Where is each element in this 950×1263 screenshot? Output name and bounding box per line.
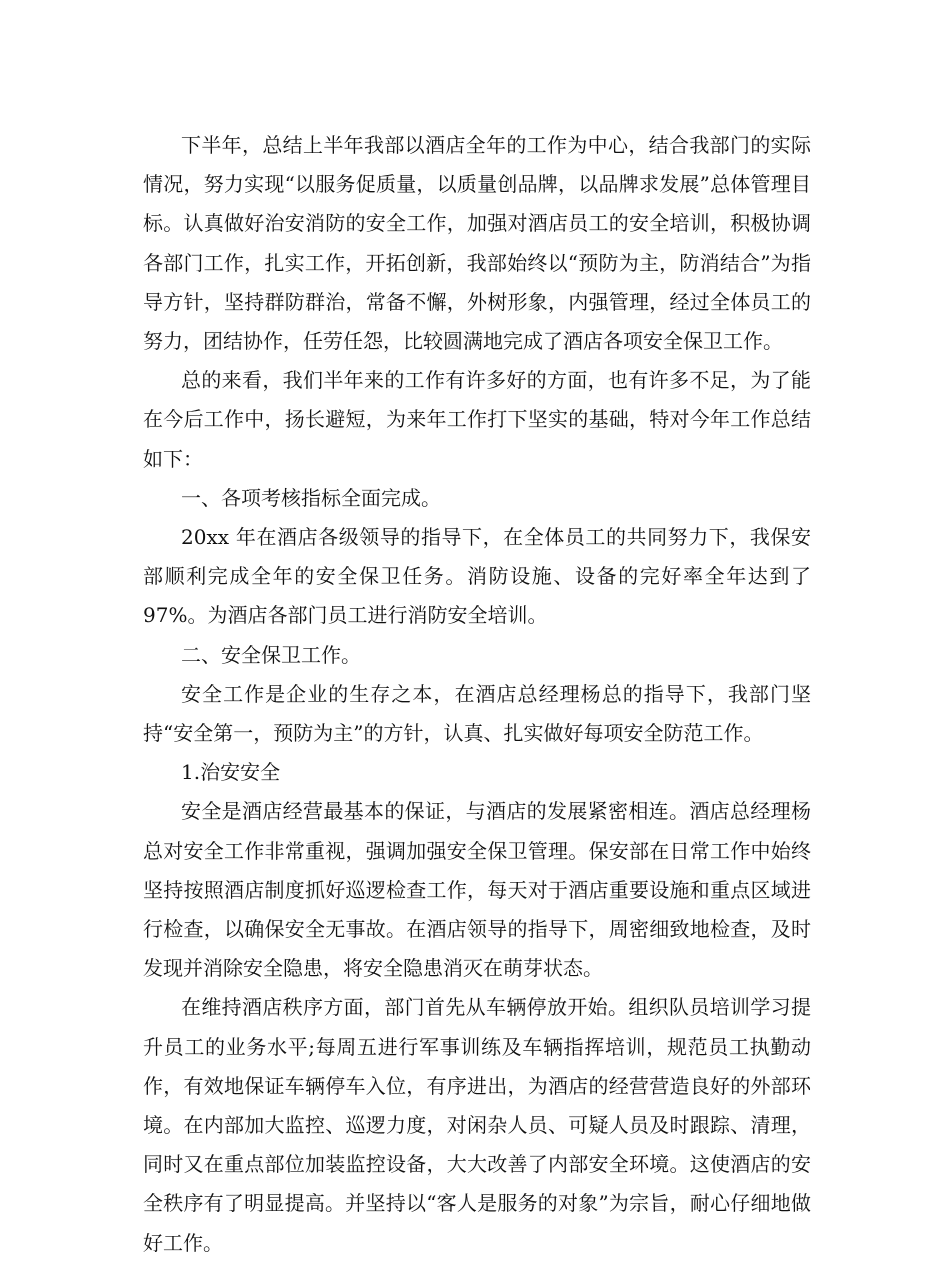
paragraph-subsection-1b: 在维持酒店秩序方面，部门首先从车辆停放开始。组织队员培训学习提升员工的业务水平;每周五进行军事训练及车辆指挥培训，规范员工执勤动作，有效地保证车辆停车入位，有序进出，为酒店的经营营造良好的外部环境。在内部加大监控、巡逻力度，对闲杂人员、可疑人员及时跟踪、清理，同时又在重点部位加装监控设备，大大改善了内部安全环境。这使酒店的安全秩序有了明显提高。并坚持以“客人是服务的对象”为宗旨，耐心仔细地做好工作。: [143, 995, 811, 1255]
heading-section-2: 二、安全保卫工作。: [181, 642, 361, 667]
paragraph-overview: 总的来看，我们半年来的工作有许多好的方面，也有许多不足，为了能在今后工作中，扬长避短，为来年工作打下坚实的基础，特对今年工作总结如下：: [143, 368, 811, 471]
heading-subsection-1: 1.治安安全: [181, 760, 281, 785]
document-body: [143, 126, 811, 1263]
paragraph-subsection-1a: 安全是酒店经营最基本的保证，与酒店的发展紧密相连。酒店总经理杨总对安全工作非常重视，强调加强安全保卫管理。保安部在日常工作中始终坚持按照酒店制度抓好巡逻检查工作，每天对于酒店重要设施和重点区域进行检查，以确保安全无事故。在酒店领导的指导下，周密细致地检查，及时发现并消除安全隐患，将安全隐患消灭在萌芽状态。: [143, 799, 811, 981]
paragraph-section-2: 安全工作是企业的生存之本，在酒店总经理杨总的指导下，我部门坚持“安全第一，预防为主”的方针，认真、扎实做好每项安全防范工作。: [143, 681, 811, 746]
heading-section-1: 一、各项考核指标全面完成。: [181, 485, 441, 510]
paragraph-intro: 下半年，总结上半年我部以酒店全年的工作为中心，结合我部门的实际情况，努力实现“以服务促质量，以质量创品牌，以品牌求发展”总体管理目标。认真做好治安消防的安全工作，加强对酒店员工的安全培训，积极协调各部门工作，扎实工作，开拓创新，我部始终以“预防为主，防消结合”为指导方针，坚持群防群治，常备不懈，外树形象，内强管理，经过全体员工的努力，团结协作，任劳任怨，比较圆满地完成了酒店各项安全保卫工作。: [143, 133, 811, 354]
paragraph-section-1: 20xx 年在酒店各级领导的指导下，在全体员工的共同努力下，我保安部顺利完成全年的安全保卫任务。消防设施、设备的完好率全年达到了 97%。为酒店各部门员工进行消防安全培训。: [143, 525, 811, 628]
